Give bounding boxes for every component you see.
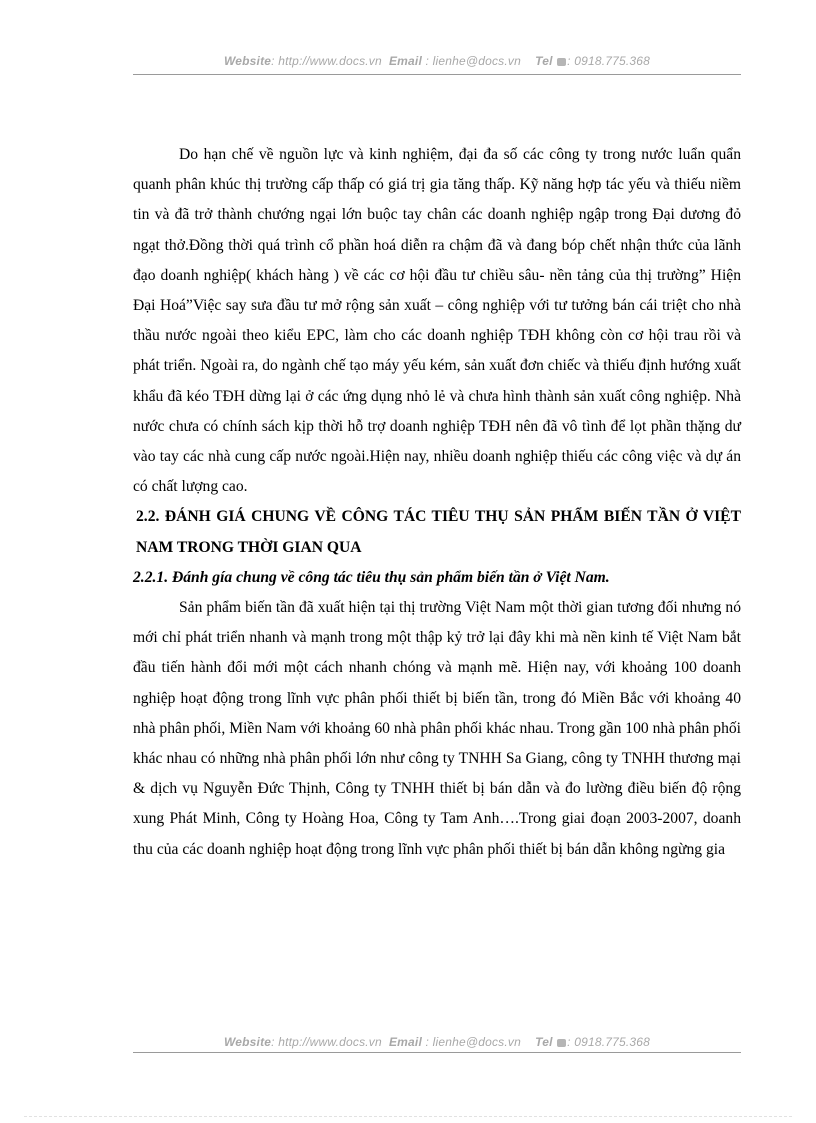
subsection-heading-2-2-1: 2.2.1. Đánh gía chung về công tác tiêu thụ sản phẩm biến tần ở Việt Nam.: [133, 568, 610, 586]
page-footer: [133, 1033, 741, 1051]
paragraph-inverter-market: Sản phẩm biến tần đã xuất hiện tại thị trường Việt Nam một thời gian tương đối nhưng nó mới chỉ phát triển nhanh và mạnh trong một thập kỷ trở lại đây khi mà nền kinh tế Việt Nam bắt đầu tiến hành đổi mới một cách nhanh chóng và mạnh mẽ. Hiện nay, với khoảng 100 doanh nghiệp hoạt động trong lĩnh vực phân phối thiết bị biến tần, trong đó Miền Bắc với khoảng 40 nhà phân phối, Miền Nam với khoảng 60 nhà phân phối khác nhau. Trong gần 100 nhà phân phối khác nhau có những nhà phân phối lớn như công ty TNHH Sa Giang, công ty TNHH thương mại & dịch vụ Nguyễn Đức Thịnh, Công ty TNHH thiết bị bán dẫn và đo lường điều biến độ rộng xung Phát Minh, Công ty Hoàng Hoa, Công ty Tam Anh….Trong giai đoạn 2003-2007, doanh thu của các doanh nghiệp hoạt động trong lĩnh vực phân phối thiết bị bán dẫn không ngừng gia: [133, 599, 741, 858]
page-header: [133, 52, 741, 70]
footer-divider: [133, 1052, 741, 1053]
header-tel-label: Tel: [535, 54, 553, 68]
header-email-value[interactable]: : lienhe@docs.vn: [425, 54, 521, 68]
header-tel-value: : 0918.775.368: [567, 54, 651, 68]
phone-icon: [557, 58, 566, 66]
footer-email-value[interactable]: : lienhe@docs.vn: [425, 1035, 521, 1049]
header-website-value[interactable]: : http://www.docs.vn: [271, 54, 382, 68]
footer-tel-label: Tel: [535, 1035, 553, 1049]
page-body: [133, 140, 741, 865]
header-email-label: Email: [388, 54, 422, 68]
section-heading-2-2: 2.2. ĐÁNH GIÁ CHUNG VỀ CÔNG TÁC TIÊU THỤ SẢN PHẨM BIẾN TẦN Ở VIỆT NAM TRONG THỜI GIAN QUA: [136, 508, 741, 556]
footer-website-value[interactable]: : http://www.docs.vn: [271, 1035, 382, 1049]
paragraph-intro: Do hạn chế về nguồn lực và kinh nghiệm, đại đa số các công ty trong nước luẩn quẩn quanh phân khúc thị trường cấp thấp có giá trị gia tăng thấp. Kỹ năng hợp tác yếu và thiếu niềm tin và đã trở thành chướng ngại lớn buộc tay chân các doanh nghiệp ngập trong Đại dương đỏ ngạt thở.Đồng thời quá trình cổ phần hoá diễn ra chậm đã và đang bóp chết nhận thức của lãnh đạo doanh nghiệp( khách hàng ) về các cơ hội đầu tư chiều sâu- nền tảng của thị trường” Hiện Đại Hoá”Việc say sưa đầu tư mở rộng sản xuất – công nghiệp với tư tưởng bán cái triệt cho nhà thầu nước ngoài theo kiểu EPC, làm cho các doanh nghiệp TĐH không còn cơ hội trau rồi và phát triển. Ngoài ra, do ngành chế tạo máy yếu kém, sản xuất đơn chiếc và thiếu định hướng xuất khẩu đã kéo TĐH dừng lại ở các ứng dụng nhỏ lẻ và chưa hình thành sản xuất công nghiệp. Nhà nước chưa có chính sách kịp thời hỗ trợ doanh nghiệp TĐH nên đã vô tình để lọt phần thặng dư vào tay các nhà cung cấp nước ngoài.Hiện nay, nhiều doanh nghiệp thiếu các công việc và dự án có chất lượng cao.: [133, 146, 741, 496]
page-edge: [24, 1116, 792, 1117]
footer-website-label: Website: [223, 1035, 272, 1049]
phone-icon: [557, 1039, 566, 1047]
footer-email-label: Email: [388, 1035, 422, 1049]
footer-tel-value: : 0918.775.368: [567, 1035, 651, 1049]
header-divider: [133, 74, 741, 75]
header-website-label: Website: [223, 54, 272, 68]
